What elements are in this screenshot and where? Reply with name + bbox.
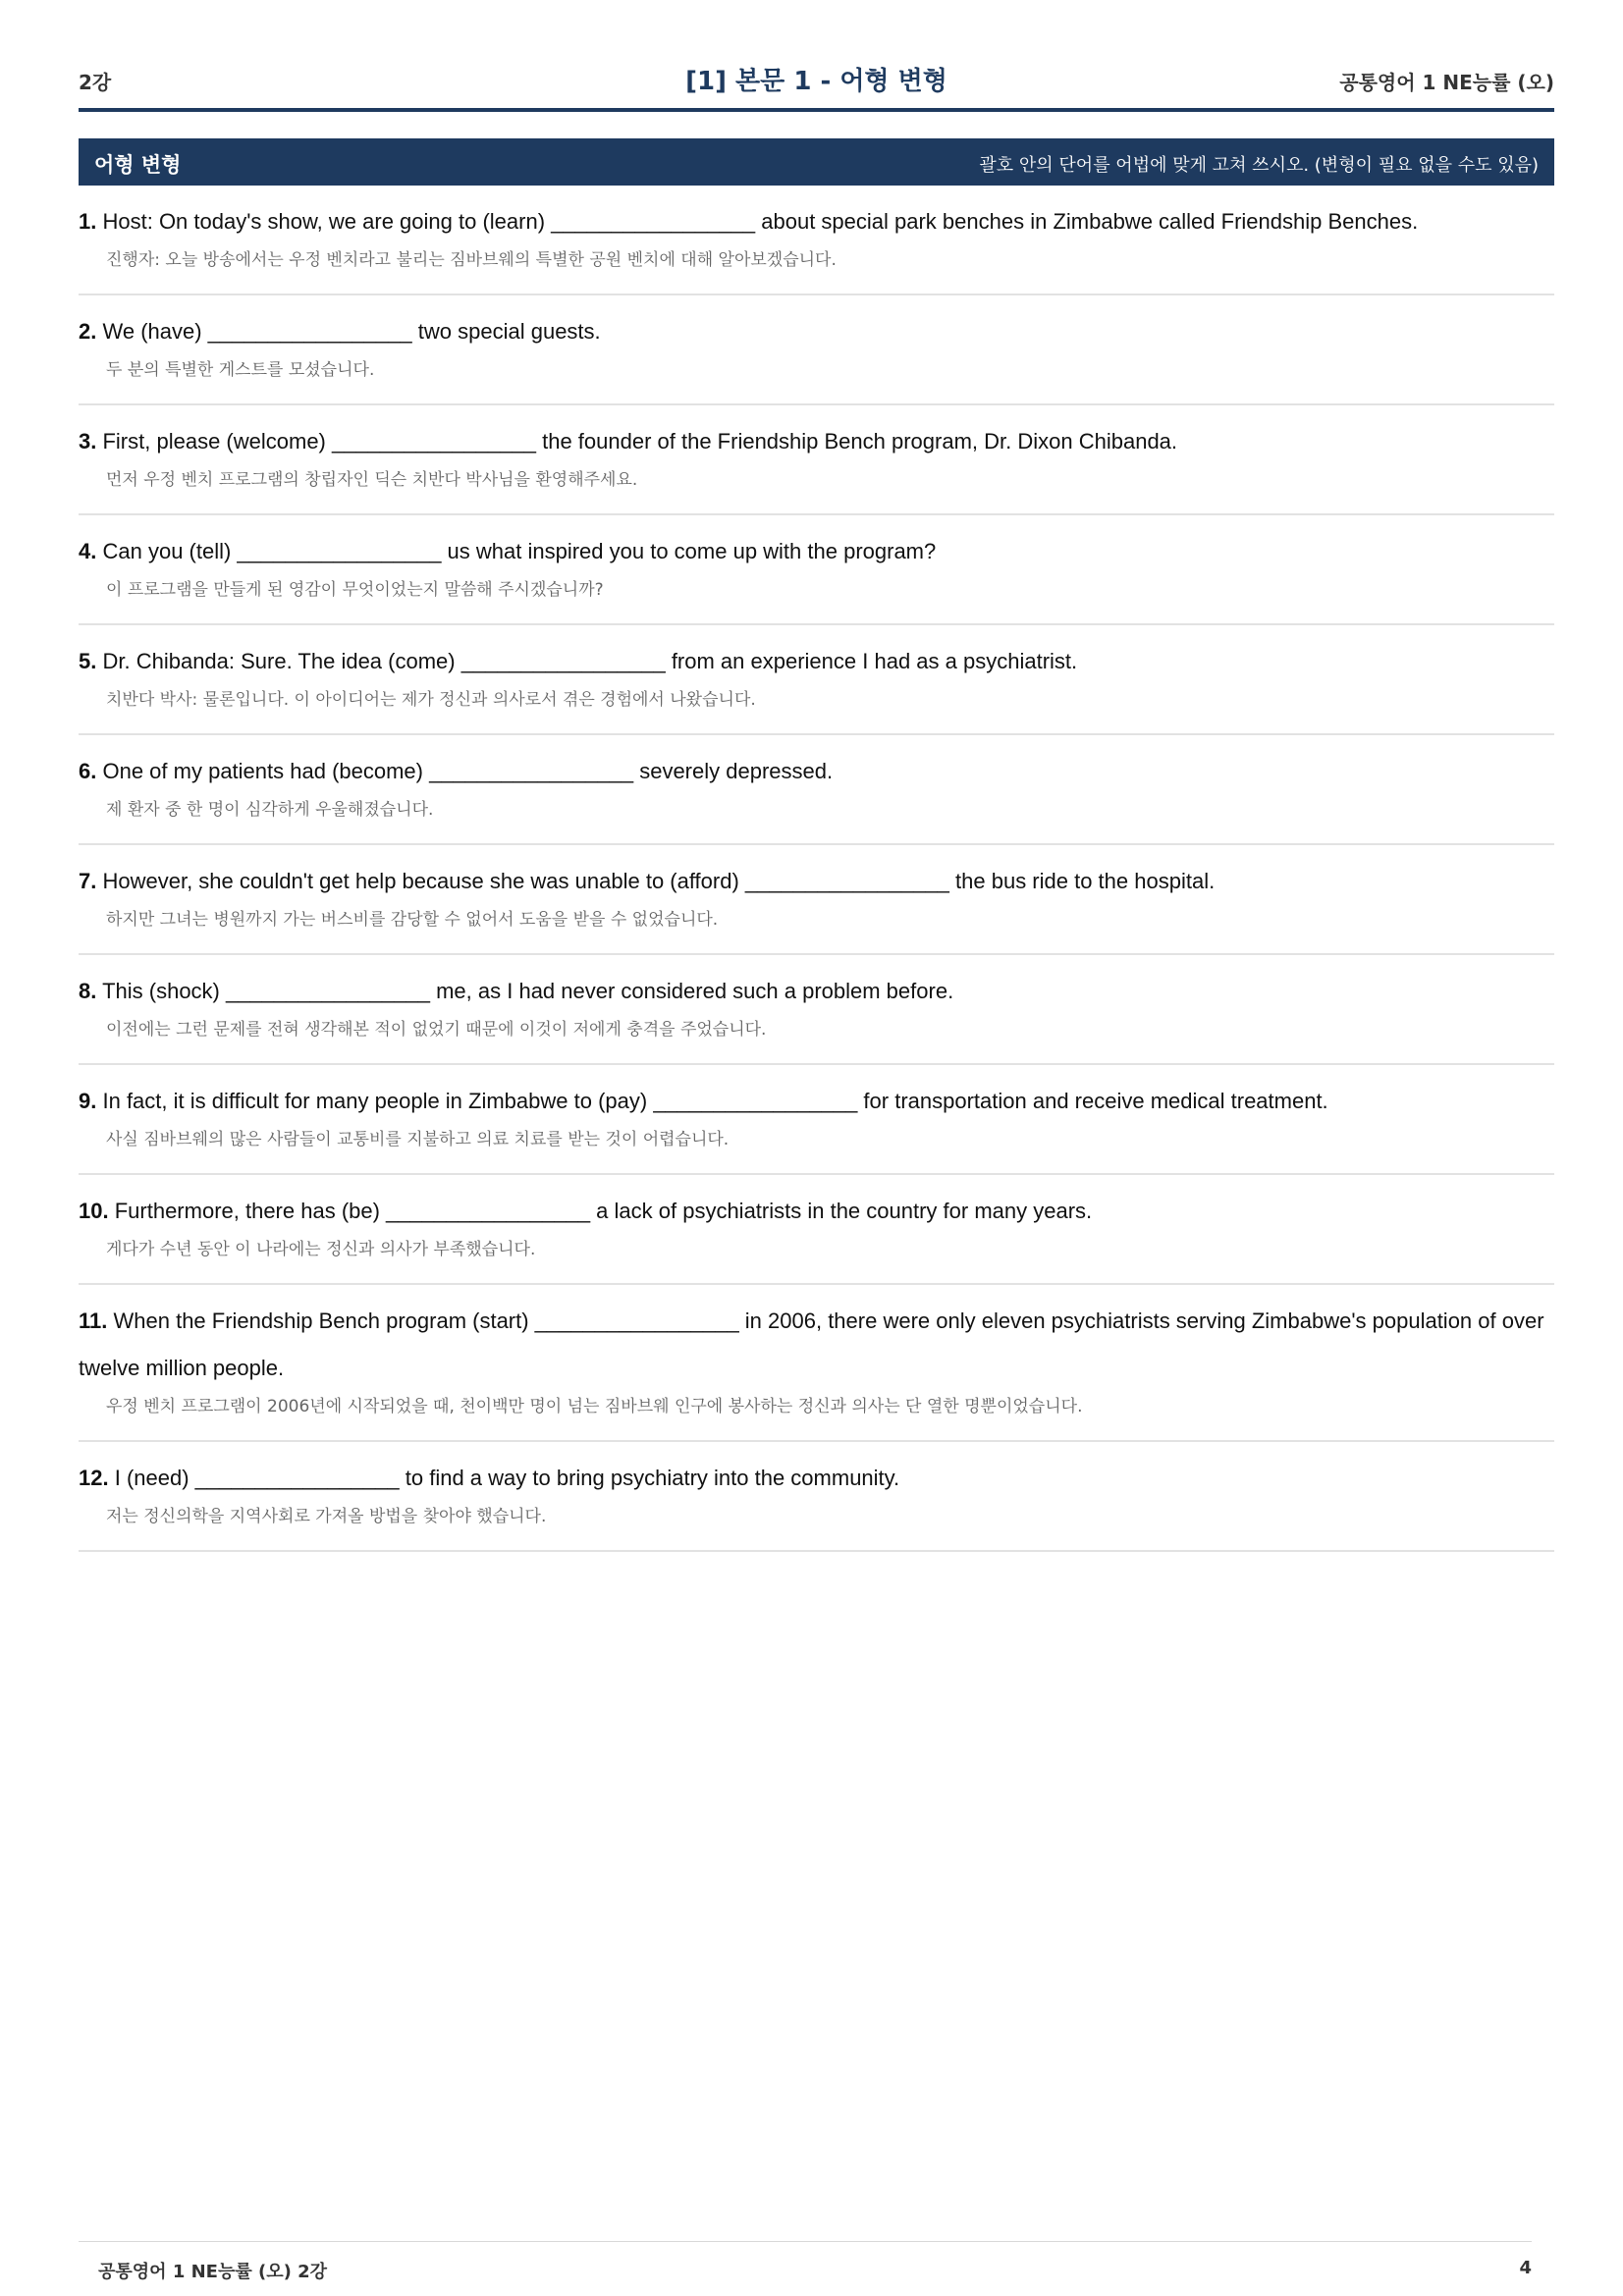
question-number: 7. — [79, 869, 97, 893]
question-text: First, please (welcome) _________________ the founder of the Friendship Bench program, Dr. Dixon Chibanda. — [102, 429, 1178, 454]
question-sentence — [79, 207, 1554, 237]
question-sentence — [79, 317, 1554, 347]
question-number: 6. — [79, 759, 97, 783]
section-instruction: 괄호 안의 단어를 어법에 맞게 고쳐 쓰시오. (변형이 필요 없을 수도 있음) — [979, 155, 1539, 176]
question-translation: 이전에는 그런 문제를 전혀 생각해본 적이 없었기 때문에 이것이 저에게 충격을 주었습니다. — [106, 1020, 767, 1040]
question-sentence — [79, 537, 1554, 566]
question-text: Can you (tell) _________________ us what inspired you to come up with the program? — [102, 539, 937, 563]
question-translation: 제 환자 중 한 명이 심각하게 우울해졌습니다. — [106, 800, 434, 820]
question-translation: 우정 벤치 프로그램이 2006년에 시작되었을 때, 천이백만 명이 넘는 짐바브웨 인구에 봉사하는 정신과 의사는 단 열한 명뿐이었습니다. — [106, 1397, 1083, 1416]
page-number: 4 — [1519, 2258, 1532, 2278]
question-item — [79, 1065, 1554, 1175]
question-text: Dr. Chibanda: Sure. The idea (come) _________________ from an experience I had as a psychiatrist. — [102, 649, 1078, 673]
book-label: 공통영어 1 NE능률 (오) — [1339, 71, 1554, 94]
question-text: We (have) _________________ two special guests. — [102, 319, 601, 344]
page-footer — [79, 2241, 1532, 2282]
question-number: 1. — [79, 209, 97, 234]
question-number: 4. — [79, 539, 97, 563]
question-item — [79, 955, 1554, 1065]
question-translation: 사실 짐바브웨의 많은 사람들이 교통비를 지불하고 의료 치료를 받는 것이 어렵습니다. — [106, 1130, 730, 1149]
question-sentence — [79, 1298, 1554, 1392]
question-sentence — [79, 427, 1554, 456]
question-item — [79, 405, 1554, 515]
question-item — [79, 1285, 1554, 1442]
question-item — [79, 1175, 1554, 1285]
question-translation: 하지만 그녀는 병원까지 가는 버스비를 감당할 수 없어서 도움을 받을 수 없었습니다. — [106, 910, 719, 930]
section-bar — [79, 138, 1554, 186]
question-text: Furthermore, there has (be) _________________ a lack of psychiatrists in the country for many years. — [114, 1199, 1093, 1223]
question-sentence — [79, 647, 1554, 676]
question-number: 10. — [79, 1199, 109, 1223]
section-title: 어형 변형 — [94, 153, 182, 177]
question-sentence — [79, 867, 1554, 896]
question-text: One of my patients had (become) _________________ severely depressed. — [102, 759, 834, 783]
question-item — [79, 515, 1554, 625]
question-translation: 게다가 수년 동안 이 나라에는 정신과 의사가 부족했습니다. — [106, 1240, 536, 1259]
question-translation: 먼저 우정 벤치 프로그램의 창립자인 딕슨 치반다 박사님을 환영해주세요. — [106, 470, 638, 490]
question-translation: 저는 정신의학을 지역사회로 가져올 방법을 찾아야 했습니다. — [106, 1507, 547, 1526]
question-item — [79, 295, 1554, 405]
question-item — [79, 1442, 1554, 1552]
question-number: 3. — [79, 429, 97, 454]
question-translation: 치반다 박사: 물론입니다. 이 아이디어는 제가 정신과 의사로서 겪은 경험에서 나왔습니다. — [106, 690, 756, 710]
question-item — [79, 735, 1554, 845]
question-number: 12. — [79, 1466, 109, 1490]
question-number: 2. — [79, 319, 97, 344]
question-item — [79, 625, 1554, 735]
question-text: I (need) _________________ to find a way to bring psychiatry into the community. — [114, 1466, 900, 1490]
question-sentence — [79, 1087, 1554, 1116]
question-translation: 이 프로그램을 만들게 된 영감이 무엇이었는지 말씀해 주시겠습니까? — [106, 580, 604, 600]
question-text: When the Friendship Bench program (start) _________________ in 2006, there were only eleven psychiatrists serving Zimbabwe's population of over twelve million people. — [79, 1308, 1544, 1380]
lesson-label: 2강 — [79, 71, 112, 94]
question-text: Host: On today's show, we are going to (learn) _________________ about special park benches in Zimbabwe called Friendship Benches. — [102, 209, 1419, 234]
question-sentence — [79, 977, 1554, 1006]
question-number: 5. — [79, 649, 97, 673]
question-item — [79, 845, 1554, 955]
question-sentence — [79, 757, 1554, 786]
question-list — [79, 186, 1554, 1552]
question-translation: 진행자: 오늘 방송에서는 우정 벤치라고 불리는 짐바브웨의 특별한 공원 벤치에 대해 알아보겠습니다. — [106, 250, 837, 270]
page-title: [1] 본문 1 - 어형 변형 — [685, 67, 947, 96]
question-text: This (shock) _________________ me, as I had never considered such a problem before. — [102, 979, 954, 1003]
question-translation: 두 분의 특별한 게스트를 모셨습니다. — [106, 360, 375, 380]
footer-book-lesson: 공통영어 1 NE능률 (오) 2강 — [98, 2262, 328, 2282]
question-text: However, she couldn't get help because she was unable to (afford) _________________ the bus ride to the hospital. — [102, 869, 1216, 893]
question-number: 11. — [79, 1308, 108, 1333]
question-sentence — [79, 1464, 1554, 1493]
page-header — [79, 61, 1554, 112]
question-number: 9. — [79, 1089, 97, 1113]
question-sentence — [79, 1197, 1554, 1226]
question-text: In fact, it is difficult for many people in Zimbabwe to (pay) _________________ for transportation and receive medical treatment. — [102, 1089, 1328, 1113]
question-number: 8. — [79, 979, 97, 1003]
question-item — [79, 186, 1554, 295]
